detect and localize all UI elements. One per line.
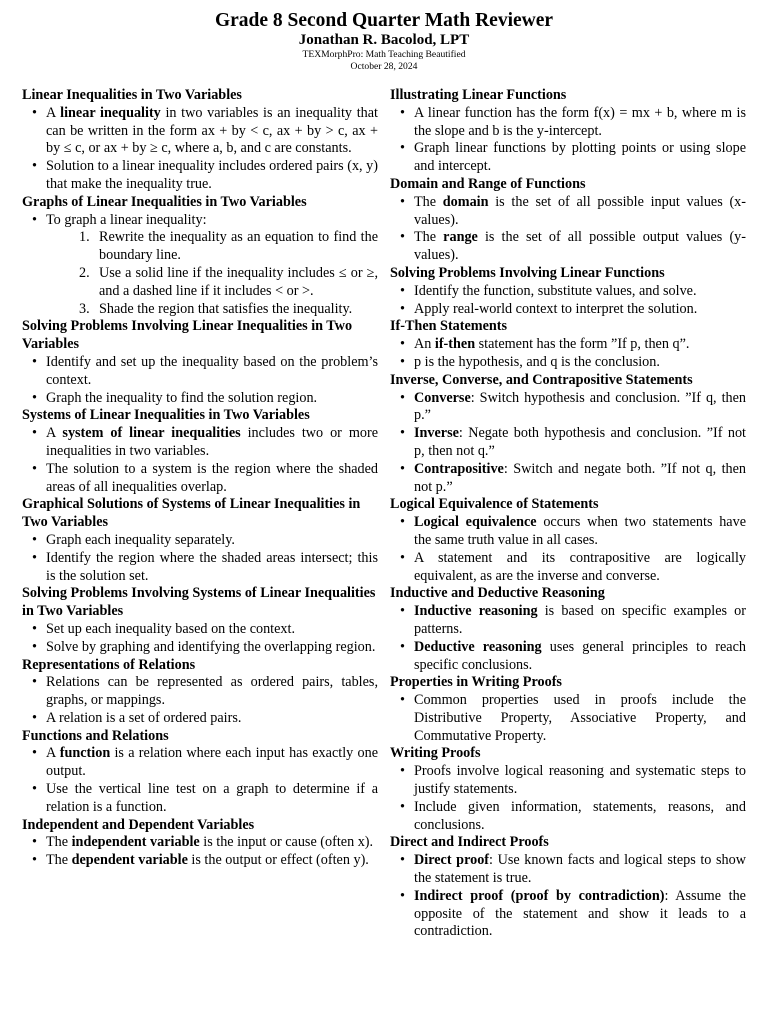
bullet-item bbox=[46, 621, 378, 639]
section-heading: Linear Inequalities in Two Variables bbox=[22, 87, 242, 103]
item-term: Direct proof bbox=[414, 852, 490, 869]
bullet-list bbox=[22, 621, 378, 657]
bullet-item bbox=[46, 425, 378, 461]
bullet-list bbox=[390, 692, 746, 745]
section bbox=[22, 585, 378, 656]
bullet-list bbox=[22, 105, 378, 194]
item-text: Relations can be represented as ordered pairs, tables, graphs, or mappings. bbox=[46, 674, 378, 709]
section bbox=[22, 318, 378, 407]
section-heading: Properties in Writing Proofs bbox=[390, 674, 562, 691]
item-term: system of linear inequalities bbox=[62, 425, 241, 442]
bullet-item bbox=[414, 799, 746, 835]
bullet-item bbox=[414, 852, 746, 888]
item-term: if-then bbox=[434, 336, 476, 353]
bullet-list bbox=[22, 674, 378, 727]
step-number: 1. bbox=[79, 229, 90, 246]
item-text: A statement and its contrapositive are logically equivalent, as are the inverse and converse. bbox=[414, 549, 746, 584]
item-text: Common properties used in proofs include the Distributive Property, Associative Property, and Commutative Property. bbox=[414, 692, 746, 744]
item-text: : Negate both hypothesis and conclusion. ”If not p, then not q.” bbox=[414, 425, 746, 459]
numbered-steps bbox=[46, 229, 378, 318]
section bbox=[390, 87, 746, 176]
section-heading: Solving Problems Involving Systems of Linear Inequalities in Two Variables bbox=[22, 585, 376, 620]
bullet-list bbox=[390, 603, 746, 674]
section bbox=[390, 318, 746, 371]
step-text: Use a solid line if the inequality includes ≤ or ≥, and a dashed line if it includes < or >. bbox=[99, 264, 378, 299]
bullet-list bbox=[390, 283, 746, 319]
section bbox=[390, 674, 746, 745]
item-text: occurs when two statements have the same truth value in all cases. bbox=[414, 514, 746, 548]
section bbox=[390, 745, 746, 834]
bullet-item bbox=[46, 852, 378, 870]
item-text: Set up each inequality based on the context. bbox=[46, 620, 295, 637]
item-term: domain bbox=[442, 193, 489, 210]
bullet-list bbox=[390, 194, 746, 265]
bullet-item bbox=[414, 692, 746, 745]
section-heading: Inductive and Deductive Reasoning bbox=[390, 585, 605, 602]
item-term: Converse bbox=[414, 389, 471, 406]
item-term: Contrapositive bbox=[414, 460, 504, 477]
item-text: Identify and set up the inequality based on the problem’s context. bbox=[46, 353, 378, 388]
section-heading: Illustrating Linear Functions bbox=[390, 87, 567, 103]
bullet-list bbox=[22, 834, 378, 870]
item-text: Include given information, statements, reasons, and conclusions. bbox=[414, 798, 746, 833]
section bbox=[22, 657, 378, 728]
step-item bbox=[79, 300, 378, 319]
section bbox=[390, 496, 746, 585]
item-term: Deductive reasoning bbox=[414, 638, 542, 655]
item-text: The bbox=[46, 834, 72, 851]
item-text: is the set of all possible output values (y-values). bbox=[414, 229, 746, 264]
item-text: The bbox=[46, 852, 72, 869]
bullet-item bbox=[46, 781, 378, 817]
item-text: uses general principles to reach specific conclusions. bbox=[414, 638, 746, 673]
bullet-item bbox=[414, 105, 746, 141]
item-text: is the input or cause (often x). bbox=[199, 834, 374, 851]
bullet-item bbox=[414, 194, 746, 230]
step-item bbox=[79, 229, 378, 265]
item-term: dependent variable bbox=[71, 852, 188, 869]
bullet-item bbox=[414, 354, 746, 372]
item-term: range bbox=[443, 229, 478, 246]
item-text: : Assume the opposite of the statement and show it leads to a contradiction. bbox=[414, 887, 746, 940]
content-columns bbox=[22, 87, 746, 941]
bullet-item bbox=[46, 550, 378, 586]
item-term: function bbox=[59, 745, 111, 762]
section-heading: Solving Problems Involving Linear Functions bbox=[390, 264, 665, 281]
bullet-item bbox=[414, 425, 746, 461]
item-text: Solve by graphing and identifying the overlapping region. bbox=[46, 638, 376, 655]
item-text: includes two or more inequalities in two variables. bbox=[46, 425, 378, 459]
bullet-item bbox=[414, 763, 746, 799]
bullet-item bbox=[414, 140, 746, 176]
right-column bbox=[390, 87, 746, 941]
section-heading: Representations of Relations bbox=[22, 656, 196, 673]
item-text: Graph the inequality to find the solution region. bbox=[46, 389, 318, 406]
section bbox=[22, 496, 378, 585]
item-text: p is the hypothesis, and q is the conclusion. bbox=[414, 353, 660, 370]
bullet-list bbox=[390, 105, 746, 176]
bullet-list bbox=[22, 212, 378, 319]
step-number: 3. bbox=[79, 300, 90, 317]
section bbox=[390, 834, 746, 941]
bullet-item bbox=[46, 745, 378, 781]
bullet-list bbox=[22, 745, 378, 816]
bullet-item bbox=[414, 301, 746, 319]
section-heading: Graphical Solutions of Systems of Linear Inequalities in Two Variables bbox=[22, 496, 361, 531]
bullet-list bbox=[390, 336, 746, 372]
bullet-item bbox=[414, 514, 746, 550]
document-date: October 28, 2024 bbox=[350, 61, 418, 72]
section bbox=[22, 817, 378, 870]
item-text: Identify the region where the shaded areas intersect; this is the solution set. bbox=[46, 549, 378, 584]
item-text: Graph each inequality separately. bbox=[46, 531, 235, 548]
bullet-item bbox=[414, 283, 746, 301]
section-heading: Direct and Indirect Proofs bbox=[390, 834, 549, 851]
item-term: linear inequality bbox=[60, 104, 161, 121]
section-heading: Systems of Linear Inequalities in Two Variables bbox=[22, 407, 310, 424]
step-item bbox=[79, 264, 378, 301]
section bbox=[390, 176, 746, 265]
item-text: The solution to a system is the region where the shaded areas of all inequalities overlap. bbox=[46, 460, 378, 495]
item-text: To graph a linear inequality: bbox=[46, 211, 207, 228]
section bbox=[22, 407, 378, 496]
bullet-list bbox=[390, 763, 746, 834]
bullet-item bbox=[46, 354, 378, 390]
step-text: Shade the region that satisfies the inequality. bbox=[99, 300, 353, 317]
bullet-item bbox=[46, 390, 378, 408]
item-text: The bbox=[414, 193, 443, 210]
item-term: Inverse bbox=[414, 425, 459, 442]
item-text: Use the vertical line test on a graph to determine if a relation is a function. bbox=[46, 781, 378, 815]
section bbox=[390, 585, 746, 674]
item-text: in two variables is an inequality that can be written in the form ax + by < c, ax + by > c, ax + by ≤ c, or ax + by ≥ c, where a, b, and c are constants. bbox=[46, 104, 378, 157]
section bbox=[22, 728, 378, 817]
bullet-item bbox=[414, 550, 746, 586]
bullet-list bbox=[390, 390, 746, 497]
bullet-item bbox=[414, 229, 746, 265]
bullet-list bbox=[22, 354, 378, 407]
item-text: A bbox=[46, 104, 61, 121]
bullet-item bbox=[46, 834, 378, 852]
item-term: Inductive reasoning bbox=[414, 603, 538, 620]
section-heading: Independent and Dependent Variables bbox=[22, 816, 255, 833]
item-term: independent variable bbox=[71, 834, 200, 851]
item-text: An bbox=[414, 336, 435, 353]
item-text: is based on specific examples or patterns. bbox=[414, 603, 746, 637]
item-text: is the output or effect (often y). bbox=[187, 852, 369, 869]
item-text: Solution to a linear inequality includes ordered pairs (x, y) that make the inequality true. bbox=[46, 158, 378, 192]
item-text: Identify the function, substitute values, and solve. bbox=[414, 282, 697, 299]
section-heading: Solving Problems Involving Linear Inequalities in Two Variables bbox=[22, 318, 353, 353]
bullet-list bbox=[22, 532, 378, 585]
item-text: A linear function has the form f(x) = mx + b, where m is the slope and b is the y-intercept. bbox=[414, 104, 746, 139]
bullet-item bbox=[46, 639, 378, 657]
item-text: A bbox=[46, 425, 63, 442]
bullet-list bbox=[390, 514, 746, 585]
section-heading: Logical Equivalence of Statements bbox=[390, 496, 599, 513]
bullet-item bbox=[46, 105, 378, 158]
document-tagline: TEXMorphPro: Math Teaching Beautified bbox=[302, 49, 466, 60]
bullet-item bbox=[46, 532, 378, 550]
item-text: : Switch and negate both. ”If not q, then not p.” bbox=[414, 460, 746, 495]
bullet-item bbox=[414, 390, 746, 426]
bullet-item bbox=[46, 158, 378, 194]
bullet-list bbox=[22, 425, 378, 496]
bullet-item bbox=[414, 603, 746, 639]
item-text: : Switch hypothesis and conclusion. ”If q, then p.” bbox=[414, 389, 746, 424]
bullet-item bbox=[414, 336, 746, 354]
section-heading: Functions and Relations bbox=[22, 727, 169, 744]
item-text: The bbox=[414, 229, 444, 246]
item-text: is a relation where each input has exactly one output. bbox=[46, 745, 378, 780]
item-term: Indirect proof (proof by contradiction) bbox=[414, 887, 665, 904]
item-text: : Use known facts and logical steps to show the statement is true. bbox=[414, 852, 746, 887]
item-term: Logical equivalence bbox=[414, 514, 537, 531]
section-heading: Graphs of Linear Inequalities in Two Variables bbox=[22, 193, 307, 210]
bullet-item bbox=[46, 461, 378, 497]
section-heading: If-Then Statements bbox=[390, 318, 508, 335]
step-number: 2. bbox=[79, 264, 90, 281]
item-text: is the set of all possible input values (x-values). bbox=[414, 193, 746, 228]
document-title: Grade 8 Second Quarter Math Reviewer bbox=[214, 10, 554, 31]
section bbox=[390, 372, 746, 497]
section-heading: Domain and Range of Functions bbox=[390, 175, 586, 192]
section bbox=[390, 265, 746, 318]
section-heading: Writing Proofs bbox=[390, 745, 481, 762]
bullet-item bbox=[414, 888, 746, 941]
section-heading: Inverse, Converse, and Contrapositive Statements bbox=[390, 371, 693, 388]
bullet-item bbox=[46, 212, 378, 319]
bullet-item bbox=[46, 710, 378, 728]
item-text: A bbox=[46, 745, 60, 762]
item-text: statement has the form ”If p, then q”. bbox=[475, 336, 690, 353]
item-text: Graph linear functions by plotting points or using slope and intercept. bbox=[414, 140, 746, 175]
step-text: Rewrite the inequality as an equation to find the boundary line. bbox=[99, 229, 378, 264]
document-header bbox=[22, 10, 746, 73]
item-text: Apply real-world context to interpret the solution. bbox=[414, 300, 698, 317]
bullet-item bbox=[414, 461, 746, 497]
item-text: Proofs involve logical reasoning and systematic steps to justify statements. bbox=[414, 763, 746, 798]
document-author: Jonathan R. Bacolod, LPT bbox=[298, 32, 470, 48]
bullet-item bbox=[414, 639, 746, 675]
section bbox=[22, 194, 378, 319]
bullet-item bbox=[46, 674, 378, 710]
left-column bbox=[22, 87, 378, 941]
bullet-list bbox=[390, 852, 746, 941]
section bbox=[22, 87, 378, 194]
item-text: A relation is a set of ordered pairs. bbox=[46, 709, 242, 726]
